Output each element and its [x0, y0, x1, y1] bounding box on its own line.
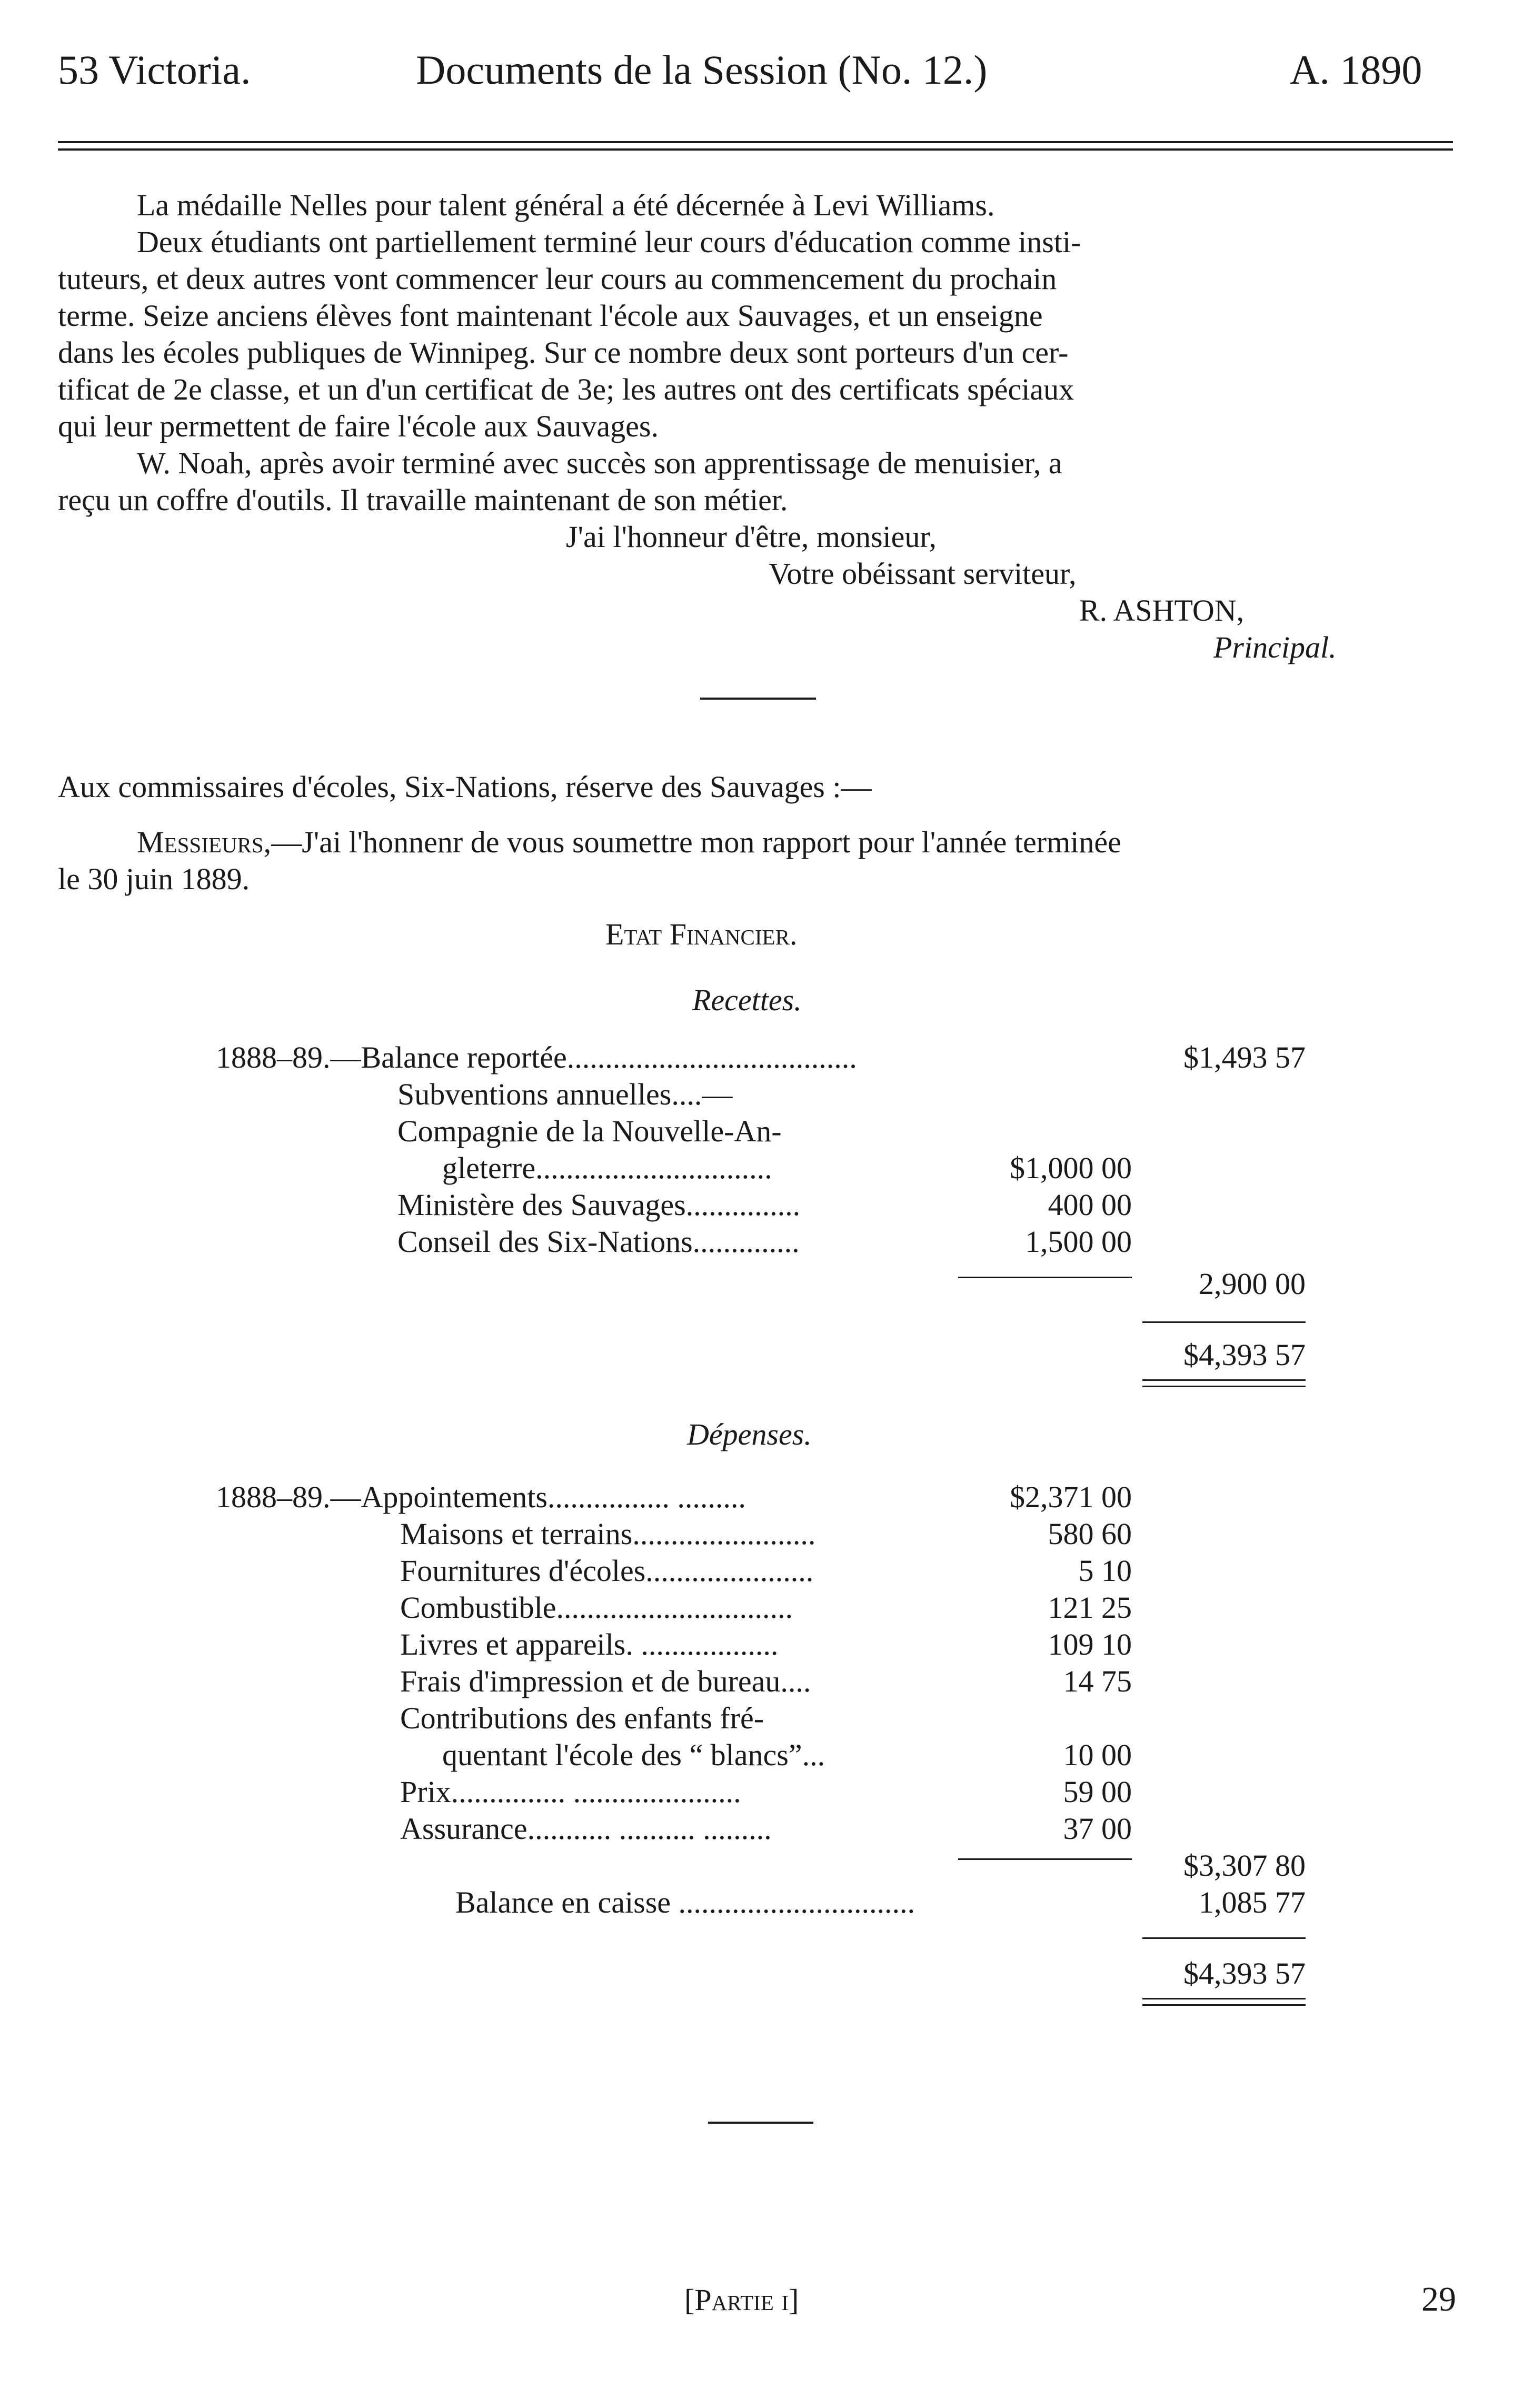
receipt-col1: 400 00 — [1048, 1188, 1132, 1222]
expense-amount: 10 00 — [1063, 1738, 1132, 1772]
receipts-heading: Recettes. — [692, 983, 802, 1017]
receipt-col2: $1,493 57 — [1183, 1040, 1306, 1074]
signatory-title: Principal. — [1213, 630, 1337, 664]
receipt-label: Conseil des Six-Nations.............. — [397, 1225, 800, 1259]
closing-line-2: Votre obéissant serviteur, — [769, 556, 1077, 591]
letter1-line: dans les écoles publiques de Winnipeg. Sur ce nombre deux sont porteurs d'un cer- — [58, 335, 1069, 370]
header-center: Documents de la Session (No. 12.) — [416, 47, 988, 93]
sum-rule — [958, 1277, 1132, 1278]
receipts-total: $4,393 57 — [1183, 1338, 1306, 1372]
header-rule-top — [58, 141, 1453, 143]
page-number: 29 — [1421, 2280, 1456, 2319]
letter1-line: tificat de 2e classe, et un d'un certificat de 3e; les autres ont des certificats spéciaux — [58, 372, 1074, 406]
closing-line-1: J'ai l'honneur d'être, monsieur, — [566, 520, 937, 554]
receipts-subtotal: 2,900 00 — [1199, 1267, 1306, 1301]
expense-label: Assurance........... .......... ......... — [400, 1812, 772, 1846]
letter1-line: qui leur permettent de faire l'école aux Sauvages. — [58, 409, 659, 443]
expense-label: 1888–89.—Appointements................ ......... — [216, 1480, 746, 1514]
expense-amount: 121 25 — [1048, 1590, 1132, 1625]
receipt-label: Ministère des Sauvages............... — [397, 1188, 801, 1222]
expense-label: Prix............... ...................... — [400, 1775, 741, 1809]
header-left: 53 Victoria. — [58, 47, 251, 93]
body-text-line-2: le 30 juin 1889. — [58, 862, 250, 896]
header-rule-bottom — [58, 148, 1453, 151]
expense-label: Contributions des enfants fré- — [400, 1701, 764, 1735]
body-text: —J'ai l'honnenr de vous soumettre mon rapport pour l'année terminée — [271, 825, 1121, 859]
statement-heading: Etat Financier. — [605, 917, 798, 951]
receipt-label: 1888–89.—Balance reportée...................................... — [216, 1040, 857, 1074]
address-line: Aux commissaires d'écoles, Six-Nations, réserve des Sauvages :— — [58, 770, 872, 804]
salutation-line — [137, 824, 1121, 861]
expense-label: quentant l'école des “ blancs”... — [442, 1738, 825, 1772]
expense-label: Livres et appareils. .................. — [400, 1627, 779, 1661]
expenses-heading: Dépenses. — [687, 1417, 812, 1451]
letter1-line: W. Noah, après avoir terminé avec succès son apprentissage de menuisier, a — [137, 446, 1062, 480]
expense-amount: 5 10 — [1078, 1554, 1132, 1588]
double-rule-1 — [1142, 1998, 1306, 1999]
expense-amount: 580 60 — [1048, 1517, 1132, 1551]
end-divider — [708, 2122, 813, 2124]
section-divider — [700, 698, 816, 700]
expense-label: Frais d'impression et de bureau.... — [400, 1664, 811, 1698]
sum-rule — [958, 1858, 1132, 1860]
total-rule — [1142, 1321, 1306, 1323]
expense-label: Maisons et terrains........................ — [400, 1517, 816, 1551]
signature: R. ASHTON, — [1079, 593, 1245, 628]
letter1-line: terme. Seize anciens élèves font maintenant l'école aux Sauvages, et un enseigne — [58, 298, 1043, 333]
header-right: A. 1890 — [1290, 47, 1422, 93]
expense-amount: 59 00 — [1063, 1775, 1132, 1809]
expenses-subtotal: $3,307 80 — [1183, 1848, 1306, 1883]
receipt-label: gleterre............................... — [442, 1151, 772, 1185]
salutation: Messieurs, — [137, 825, 272, 859]
expense-amount: $2,371 00 — [1010, 1480, 1132, 1514]
expense-amount: 109 10 — [1048, 1627, 1132, 1661]
receipt-label: Compagnie de la Nouvelle-An- — [397, 1114, 782, 1148]
total-rule — [1142, 1937, 1306, 1939]
letter1-line: La médaille Nelles pour talent général a été décernée à Levi Williams. — [137, 188, 995, 222]
double-rule-1 — [1142, 1379, 1306, 1381]
receipt-col1: $1,000 00 — [1010, 1151, 1132, 1185]
receipt-col1: 1,500 00 — [1025, 1225, 1132, 1259]
letter1-line: Deux étudiants ont partiellement terminé leur cours d'éducation comme insti- — [137, 225, 1081, 259]
double-rule-2 — [1142, 1386, 1306, 1387]
expense-label: Combustible............................... — [400, 1590, 793, 1625]
expenses-total: $4,393 57 — [1183, 1956, 1306, 1991]
expense-label: Fournitures d'écoles...................... — [400, 1554, 814, 1588]
receipt-label: Subventions annuelles....— — [397, 1077, 733, 1111]
balance-label: Balance en caisse ............................... — [455, 1885, 915, 1919]
expense-amount: 14 75 — [1063, 1664, 1132, 1698]
balance-value: 1,085 77 — [1199, 1885, 1306, 1919]
letter1-line: tuteurs, et deux autres vont commencer leur cours au commencement du prochain — [58, 262, 1057, 296]
footer-part: [Partie i] — [684, 2283, 799, 2317]
letter1-line: reçu un coffre d'outils. Il travaille maintenant de son métier. — [58, 483, 788, 517]
expense-amount: 37 00 — [1063, 1812, 1132, 1846]
double-rule-2 — [1142, 2004, 1306, 2006]
